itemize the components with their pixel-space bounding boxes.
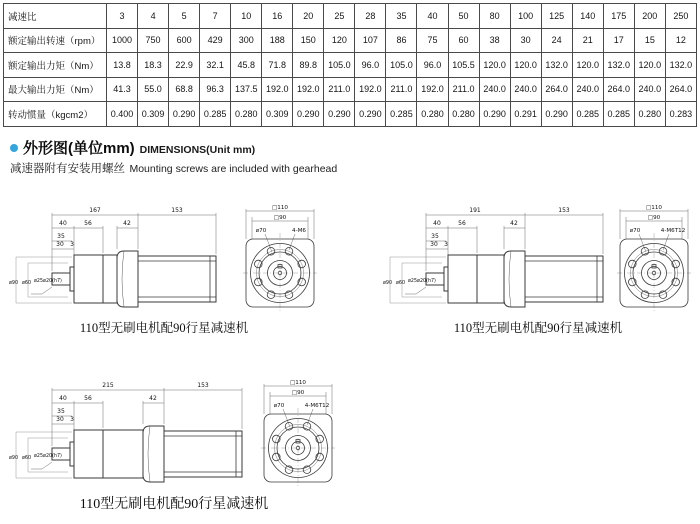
spec-cell: 0.285	[572, 102, 603, 127]
spec-cell: 211.0	[448, 77, 479, 102]
dim-motor-length: 153	[558, 206, 570, 214]
spec-cell: 137.5	[231, 77, 262, 102]
spec-cell: 0.290	[324, 102, 355, 127]
shaft-dia-label: ø25ø20(h7)	[34, 278, 62, 284]
drawing-1-caption: 110型无刷电机配90行星减速机	[79, 320, 249, 335]
dim-3: 3	[70, 240, 74, 248]
spec-cell: 4	[138, 4, 169, 29]
spec-cell: 0.309	[262, 102, 293, 127]
spec-cell: 28	[355, 4, 386, 29]
spec-cell: 96.0	[417, 53, 448, 78]
ratio-header-row	[4, 4, 697, 29]
dim-30: 30	[56, 415, 64, 423]
spec-cell: 0.290	[479, 102, 510, 127]
spec-cell: 107	[355, 28, 386, 53]
drawing-1-views	[6, 201, 322, 313]
spec-cell: 75	[417, 28, 448, 53]
spec-cell: 0.290	[293, 102, 324, 127]
dim-total: 167	[89, 206, 101, 214]
dim-35: 35	[431, 232, 439, 240]
spec-cell: 10	[231, 4, 262, 29]
dim-shaft-length: 40	[59, 219, 67, 227]
side-view-drawing-3	[6, 376, 256, 488]
spec-cell: 0.280	[634, 102, 665, 127]
spec-cell: 120.0	[572, 53, 603, 78]
dia-60-label: ø60	[22, 280, 32, 286]
section-subtitle	[10, 159, 700, 177]
spec-cell: 60	[448, 28, 479, 53]
section-header	[10, 137, 700, 158]
spec-cell: 96.3	[200, 77, 231, 102]
spec-cell: 1000	[107, 28, 138, 53]
spec-cell: 24	[541, 28, 572, 53]
section-title-en: DIMENSIONS(Unit mm)	[139, 143, 256, 156]
drawing-2-views	[380, 201, 696, 313]
drawing-2-caption: 110型无刷电机配90行星减速机	[453, 320, 623, 335]
spec-cell: 150	[293, 28, 324, 53]
spec-cell: 125	[541, 4, 572, 29]
dim-gearhead-length: 56	[84, 394, 92, 402]
spec-cell: 17	[603, 28, 634, 53]
spec-cell: 0.290	[169, 102, 200, 127]
spec-cell: 15	[634, 28, 665, 53]
drawing-3	[6, 376, 342, 513]
row-label: 转动惯量（kgcm2）	[4, 102, 107, 127]
spec-cell: 105.5	[448, 53, 479, 78]
spec-cell: 80	[479, 4, 510, 29]
spec-cell: 211.0	[386, 77, 417, 102]
square-110-label: □110	[290, 379, 306, 386]
square-110-label: □110	[646, 204, 662, 211]
mount-holes-label: 4-M6	[292, 227, 306, 234]
spec-cell: 132.0	[541, 53, 572, 78]
dim-30: 30	[56, 240, 64, 248]
section-title-cn: 外形图(单位mm)	[23, 139, 135, 157]
mount-holes-label: 4-M6T12	[304, 402, 330, 409]
dia-90-label: ø90	[383, 280, 393, 286]
spec-cell: 55.0	[138, 77, 169, 102]
side-view-drawing-2	[380, 201, 612, 313]
dim-motor-length: 153	[171, 206, 183, 214]
row-label: 额定输出力矩（Nm）	[4, 53, 107, 78]
spec-cell: 100	[510, 4, 541, 29]
spec-cell: 132.0	[665, 53, 696, 78]
spec-cell: 300	[231, 28, 262, 53]
spec-row-0	[4, 28, 697, 53]
spec-cell: 0.400	[107, 102, 138, 127]
dim-total: 215	[102, 381, 114, 389]
spec-cell: 86	[386, 28, 417, 53]
spec-cell: 96.0	[355, 53, 386, 78]
dim-shaft-length: 40	[433, 219, 441, 227]
spec-cell: 89.8	[293, 53, 324, 78]
dia-90-label: ø90	[9, 280, 19, 286]
spec-cell: 68.8	[169, 77, 200, 102]
spec-cell: 192.0	[293, 77, 324, 102]
spec-cell: 192.0	[417, 77, 448, 102]
drawing-3-views	[6, 376, 342, 488]
spec-cell: 240.0	[479, 77, 510, 102]
spec-cell: 0.283	[665, 102, 696, 127]
spec-cell: 0.280	[448, 102, 479, 127]
front-view-drawing-1	[240, 201, 320, 313]
spec-cell: 40	[417, 4, 448, 29]
dim-shaft-length: 40	[59, 394, 67, 402]
spec-cell: 12	[665, 28, 696, 53]
spec-cell: 120.0	[510, 53, 541, 78]
spec-cell: 0.290	[541, 102, 572, 127]
spec-cell: 7	[200, 4, 231, 29]
spec-cell: 0.291	[510, 102, 541, 127]
mount-holes-label: 4-M6T12	[660, 227, 686, 234]
spec-cell: 120.0	[634, 53, 665, 78]
drawing-3-caption: 110型无刷电机配90行星减速机	[79, 496, 269, 512]
front-view-drawing-3	[258, 376, 338, 488]
dim-motor-length: 153	[197, 381, 209, 389]
spec-cell: 120	[324, 28, 355, 53]
spec-table	[3, 3, 697, 127]
dim-30: 30	[430, 240, 438, 248]
spec-cell: 20	[293, 4, 324, 29]
spec-cell: 240.0	[510, 77, 541, 102]
spec-cell: 264.0	[603, 77, 634, 102]
row-label: 额定输出转速（rpm）	[4, 28, 107, 53]
spec-cell: 5	[169, 4, 200, 29]
drawings-row-top	[6, 201, 696, 336]
spec-cell: 32.1	[200, 53, 231, 78]
spec-row-2	[4, 77, 697, 102]
spec-cell: 50	[448, 4, 479, 29]
square-90-label: □90	[273, 214, 287, 221]
dia-70-label: ø70	[273, 402, 285, 409]
spec-cell: 750	[138, 28, 169, 53]
front-view-drawing-2	[614, 201, 694, 313]
spec-cell: 18.3	[138, 53, 169, 78]
spec-cell: 192.0	[262, 77, 293, 102]
dim-gearhead-length: 56	[84, 219, 92, 227]
spec-cell: 429	[200, 28, 231, 53]
drawing-2	[380, 201, 696, 336]
spec-cell: 71.8	[262, 53, 293, 78]
row-label: 最大输出力矩（Nm）	[4, 77, 107, 102]
spec-cell: 240.0	[634, 77, 665, 102]
spec-cell: 105.0	[324, 53, 355, 78]
dia-90-label: ø90	[9, 455, 19, 461]
drawing-1	[6, 201, 322, 336]
shaft-dia-label: ø25ø20(h7)	[408, 278, 436, 284]
dim-35: 35	[57, 407, 65, 415]
spec-cell: 120.0	[479, 53, 510, 78]
square-90-label: □90	[291, 389, 305, 396]
spec-cell: 140	[572, 4, 603, 29]
spec-row-1	[4, 53, 697, 78]
dim-gearhead-length: 56	[458, 219, 466, 227]
spec-cell: 264.0	[665, 77, 696, 102]
dia-60-label: ø60	[396, 280, 406, 286]
spec-cell: 240.0	[572, 77, 603, 102]
section-subtitle-cn: 减速器附有安装用螺丝	[10, 162, 125, 175]
spec-cell: 25	[324, 4, 355, 29]
spec-cell: 41.3	[107, 77, 138, 102]
side-view-drawing-1	[6, 201, 238, 313]
spec-cell: 38	[479, 28, 510, 53]
spec-cell: 600	[169, 28, 200, 53]
spec-cell: 250	[665, 4, 696, 29]
spec-cell: 264.0	[541, 77, 572, 102]
spec-cell: 132.0	[603, 53, 634, 78]
dia-60-label: ø60	[22, 455, 32, 461]
spec-cell: 105.0	[386, 53, 417, 78]
row-label: 减速比	[4, 4, 107, 29]
dia-70-label: ø70	[255, 227, 267, 234]
spec-cell: 0.290	[355, 102, 386, 127]
spec-cell: 0.285	[603, 102, 634, 127]
spec-cell: 35	[386, 4, 417, 29]
spec-row-3	[4, 102, 697, 127]
section-subtitle-en: Mounting screws are included with gearhead	[129, 162, 338, 175]
spec-cell: 0.280	[417, 102, 448, 127]
spec-cell: 22.9	[169, 53, 200, 78]
drawings-row-bottom	[6, 376, 700, 513]
dim-3: 3	[444, 240, 448, 248]
spec-cell: 13.8	[107, 53, 138, 78]
square-90-label: □90	[647, 214, 661, 221]
spec-cell: 175	[603, 4, 634, 29]
spec-cell: 211.0	[324, 77, 355, 102]
dim-total: 191	[469, 206, 481, 214]
spec-cell: 192.0	[355, 77, 386, 102]
spec-cell: 21	[572, 28, 603, 53]
spec-cell: 45.8	[231, 53, 262, 78]
dia-70-label: ø70	[629, 227, 641, 234]
spec-cell: 0.285	[386, 102, 417, 127]
dim-taper-length: 42	[149, 394, 157, 402]
dim-taper-length: 42	[123, 219, 131, 227]
spec-cell: 16	[262, 4, 293, 29]
shaft-dia-label: ø25ø20(h7)	[34, 453, 62, 459]
spec-cell: 0.309	[138, 102, 169, 127]
spec-cell: 3	[107, 4, 138, 29]
dim-taper-length: 42	[510, 219, 518, 227]
spec-cell: 0.280	[231, 102, 262, 127]
spec-cell: 0.285	[200, 102, 231, 127]
spec-cell: 188	[262, 28, 293, 53]
bullet-icon	[10, 144, 18, 152]
spec-cell: 200	[634, 4, 665, 29]
spec-cell: 30	[510, 28, 541, 53]
dim-35: 35	[57, 232, 65, 240]
dim-3: 3	[70, 415, 74, 423]
square-110-label: □110	[272, 204, 288, 211]
